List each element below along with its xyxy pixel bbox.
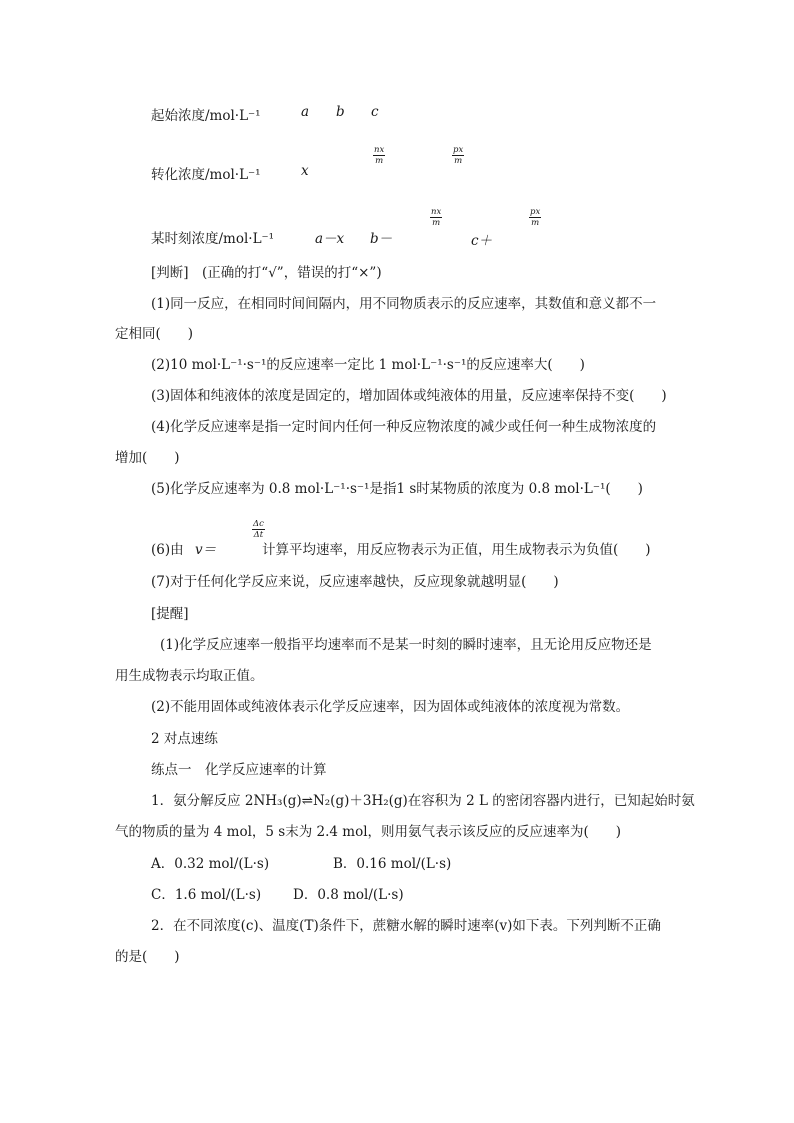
row-initial-c: c — [371, 104, 379, 120]
judge-item-2: (2)10 mol·L⁻¹·s⁻¹的反应速率一定比 1 mol·L⁻¹·s⁻¹的反应速率大( ) — [151, 357, 585, 373]
fraction-denominator: m — [375, 156, 384, 166]
judge-item-7: (7)对于任何化学反应来说，反应速率越快，反应现象就越明显( ) — [151, 574, 559, 590]
judge-item-1a: (1)同一反应，在相同时间间隔内，用不同物质表示的反应速率，其数值和意义都不一 — [151, 296, 657, 312]
row-change-x: x — [301, 163, 309, 179]
option-c: C．1.6 mol/(L·s) — [151, 887, 262, 903]
judge-item-4b: 增加( ) — [115, 450, 180, 466]
remind-heading: [提醒] — [151, 606, 189, 622]
row-initial-b: b — [336, 104, 345, 120]
judge-item-4a: (4)化学反应速率是指一定时间内任何一种反应物浓度的减少或任何一种生成物浓度的 — [151, 419, 657, 435]
remind-line-1: (1)化学反应速率一般指平均速率而不是某一时刻的瞬时速率，且无论用反应物还是 — [160, 637, 652, 653]
question-2-line-2: 的是( ) — [115, 949, 180, 965]
judge-item-6-fraction — [252, 519, 265, 540]
practice-section-title: 2 对点速练 — [151, 731, 218, 747]
option-d: D．0.8 mol/(L·s) — [293, 887, 404, 903]
row-moment-b: b－ — [370, 231, 393, 247]
question-1-line-2: 气的物质的量为 4 mol，5 s末为 2.4 mol，则用氨气表示该反应的反应速率为( ) — [115, 824, 622, 840]
row-change-label: 转化浓度/mol·L⁻¹ — [151, 167, 261, 183]
practice-point-title: 练点一 化学反应速率的计算 — [151, 762, 327, 778]
fraction-numerator: px — [453, 145, 464, 155]
row-moment-ax: a－x — [315, 231, 345, 247]
option-b: B．0.16 mol/(L·s) — [333, 856, 452, 872]
row-change-fraction-nx — [373, 145, 385, 166]
question-2-line-1: 2．在不同浓度(c)、温度(T)条件下，蔗糖水解的瞬时速率(v)如下表。下列判断不正确 — [151, 918, 661, 934]
fraction-numerator: px — [530, 207, 541, 217]
option-a: A．0.32 mol/(L·s) — [151, 856, 270, 872]
fraction-denominator: m — [531, 218, 540, 228]
fraction-denominator: Δt — [253, 530, 264, 540]
row-initial-a: a — [301, 104, 310, 120]
fraction-numerator: nx — [431, 207, 442, 217]
remind-line-3: (2)不能用固体或纯液体表示化学反应速率，因为固体或纯液体的浓度视为常数。 — [151, 699, 630, 715]
row-initial-label: 起始浓度/mol·L⁻¹ — [151, 108, 261, 124]
judge-item-6-v: v＝ — [195, 542, 217, 558]
fraction-numerator: nx — [374, 145, 385, 155]
judge-item-3: (3)固体和纯液体的浓度是固定的，增加固体或纯液体的用量，反应速率保持不变( ) — [151, 388, 667, 404]
remind-line-2: 用生成物表示均取正值。 — [115, 668, 264, 684]
fraction-denominator: m — [432, 218, 441, 228]
judge-item-6-prefix: (6)由 — [151, 542, 184, 558]
judge-item-1b: 定相同( ) — [115, 326, 194, 342]
row-moment-c: c＋ — [471, 233, 493, 249]
row-moment-fraction-px — [529, 207, 541, 228]
fraction-numerator: Δc — [253, 519, 264, 529]
row-moment-label: 某时刻浓度/mol·L⁻¹ — [151, 231, 275, 247]
judge-item-5: (5)化学反应速率为 0.8 mol·L⁻¹·s⁻¹是指1 s时某物质的浓度为 0.8 mol·L⁻¹( ) — [151, 481, 643, 497]
judge-item-6-text: 计算平均速率，用反应物表示为正值，用生成物表示为负值( ) — [262, 542, 651, 558]
question-1-line-1: 1．氨分解反应 2NH₃(g)⇌N₂(g)＋3H₂(g)在容积为 2 L 的密闭容器内进行，已知起始时氨 — [151, 793, 695, 809]
judge-heading: [判断] (正确的打“√”，错误的打“×”) — [151, 265, 382, 281]
fraction-denominator: m — [454, 156, 463, 166]
row-moment-fraction-nx — [430, 207, 442, 228]
row-change-fraction-px — [452, 145, 464, 166]
